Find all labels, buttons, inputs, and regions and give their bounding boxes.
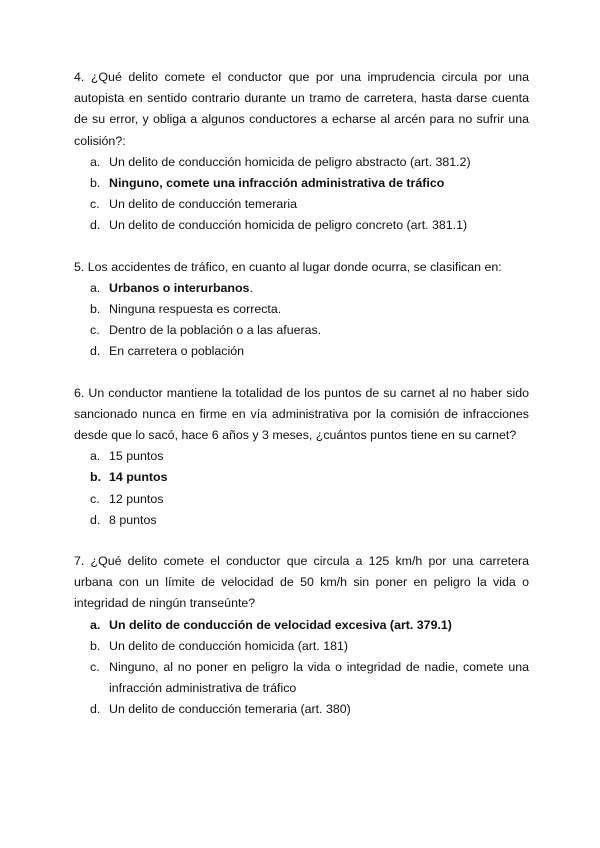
question-text: 4. ¿Qué delito comete el conductor que por una imprudencia circula por una autopista en sentido contrario durante un tramo de carretera, hasta darse cuenta de su error, y obliga a algunos conductores a echarse al arcén para no sufrir una colisión?: bbox=[74, 70, 529, 148]
option-text: Ninguna respuesta es correcta. bbox=[109, 302, 282, 317]
option-c bbox=[74, 194, 529, 215]
option-a bbox=[74, 152, 529, 173]
question-7 bbox=[74, 551, 529, 721]
options-list bbox=[74, 152, 529, 237]
option-c bbox=[74, 320, 529, 341]
option-text: Ninguno, comete una infracción administrativa de tráfico bbox=[109, 176, 445, 191]
option-d bbox=[74, 341, 529, 362]
option-c bbox=[74, 489, 529, 510]
option-text: 14 puntos bbox=[109, 470, 168, 485]
option-letter: b. bbox=[90, 470, 102, 485]
option-letter: a. bbox=[90, 280, 101, 295]
option-text-suffix: . bbox=[249, 280, 253, 295]
option-a-correct bbox=[74, 615, 529, 636]
document-page bbox=[74, 67, 529, 741]
option-a-correct bbox=[74, 278, 529, 299]
option-letter: a. bbox=[90, 449, 101, 464]
option-letter: d. bbox=[90, 344, 101, 359]
option-text: Un delito de conducción temeraria bbox=[109, 197, 298, 212]
option-text: Un delito de conducción homicida (art. 181) bbox=[109, 638, 348, 653]
question-text: 7. ¿Qué delito comete el conductor que circula a 125 km/h por una carretera urbana con un límite de velocidad de 50 km/h sin poner en peligro la vida o integridad de ningún transeúnte? bbox=[74, 554, 529, 611]
option-d bbox=[74, 510, 529, 531]
option-letter: d. bbox=[90, 218, 101, 233]
question-6 bbox=[74, 383, 529, 531]
option-letter: d. bbox=[90, 702, 101, 717]
option-letter: b. bbox=[90, 176, 101, 191]
option-text: Un delito de conducción temeraria (art. 380) bbox=[109, 702, 351, 717]
option-text: 12 puntos bbox=[109, 491, 164, 506]
option-letter: c. bbox=[90, 323, 100, 338]
option-letter: c. bbox=[90, 660, 100, 675]
option-text: En carretera o población bbox=[109, 344, 245, 359]
option-b-correct bbox=[74, 173, 529, 194]
option-b bbox=[74, 636, 529, 657]
question-5 bbox=[74, 257, 529, 363]
option-text-wrapper bbox=[109, 278, 529, 299]
option-a bbox=[74, 446, 529, 467]
option-c bbox=[74, 657, 529, 699]
question-text: 5. Los accidentes de tráfico, en cuanto al lugar donde ocurra, se clasifican en: bbox=[74, 259, 502, 274]
option-text: Un delito de conducción homicida de peligro abstracto (art. 381.2) bbox=[109, 154, 471, 169]
option-letter: c. bbox=[90, 491, 100, 506]
option-b bbox=[74, 299, 529, 320]
question-text: 6. Un conductor mantiene la totalidad de los puntos de su carnet al no haber sido sancionado nunca en firme en vía administrativa por la comisión de infracciones desde que lo sacó, hace 6 años y 3 meses, ¿cuántos puntos tiene en su carnet? bbox=[74, 385, 529, 443]
option-letter: c. bbox=[90, 197, 100, 212]
option-d bbox=[74, 215, 529, 236]
option-d bbox=[74, 699, 529, 720]
option-text: Dentro de la población o a las afueras. bbox=[109, 323, 322, 338]
option-text: 15 puntos bbox=[109, 449, 164, 464]
option-letter: a. bbox=[90, 617, 101, 632]
options-list bbox=[74, 278, 529, 363]
option-letter: b. bbox=[90, 302, 101, 317]
option-letter: d. bbox=[90, 512, 101, 527]
option-text: Ninguno, al no poner en peligro la vida o integridad de nadie, comete una infracción administrativa de tráfico bbox=[109, 660, 529, 696]
option-text: Un delito de conducción de velocidad excesiva (art. 379.1) bbox=[109, 617, 452, 632]
option-text: Un delito de conducción homicida de peligro concreto (art. 381.1) bbox=[109, 218, 468, 233]
option-letter: b. bbox=[90, 638, 101, 653]
option-b-correct bbox=[74, 467, 529, 488]
question-4 bbox=[74, 67, 529, 237]
option-text-bold: Urbanos o interurbanos bbox=[109, 280, 250, 295]
options-list bbox=[74, 615, 529, 721]
options-list bbox=[74, 446, 529, 531]
option-letter: a. bbox=[90, 154, 101, 169]
option-text: 8 puntos bbox=[109, 512, 157, 527]
